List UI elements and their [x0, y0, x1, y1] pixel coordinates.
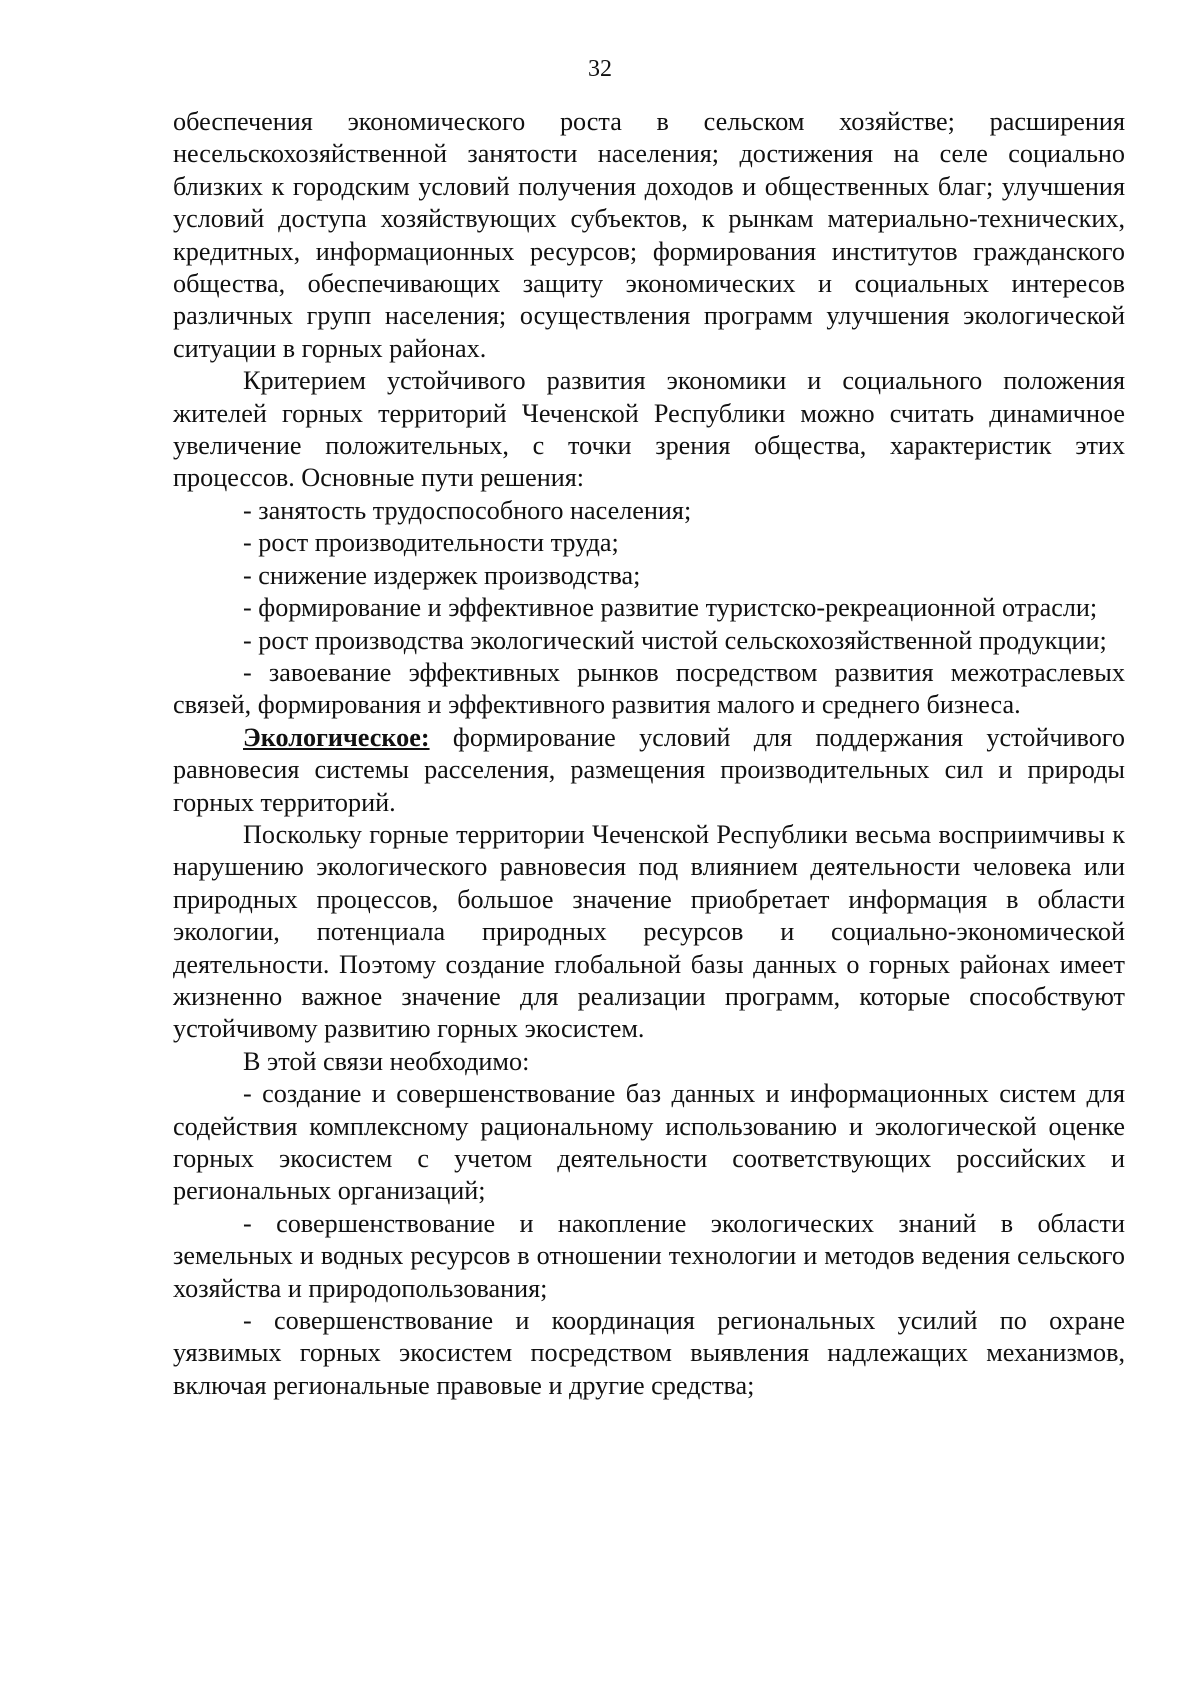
document-body: [173, 106, 1125, 1402]
list-item: - совершенствование и накопление экологических знаний в области земельных и водных ресурсов в отношении технологии и методов ведения сельского хозяйства и природопользования;: [173, 1208, 1125, 1303]
list-item: - создание и совершенствование баз данных и информационных систем для содействия комплексному рациональному использованию и экологической оценке горных экосистем с учетом деятельности соответствующих российских и региональных организаций;: [173, 1079, 1125, 1206]
paragraph: В этой связи необходимо:: [243, 1046, 530, 1076]
list-item: - снижение издержек производства;: [243, 560, 641, 590]
list-item: - занятость трудоспособного населения;: [243, 495, 692, 525]
page-number: 32: [588, 56, 612, 82]
list-item: - совершенствование и координация региональных усилий по охране уязвимых горных экосистем посредством выявления надлежащих механизмов, включая региональные правовые и другие средства;: [173, 1306, 1125, 1400]
paragraph: обеспечения экономического роста в сельском хозяйстве; расширения несельскохозяйственной занятости населения; достижения на селе социально близких к городским условий получения доходов и общественных благ; улучшения условий доступа хозяйствующих субъектов, к рынкам материально-технических, кредитных, информационных ресурсов; формирования институтов гражданского общества, обеспечивающих защиту экономических и социальных интересов различных групп населения; осуществления программ улучшения экологической ситуации в горных районах.: [173, 107, 1125, 363]
paragraph: Поскольку горные территории Чеченской Республики весьма восприимчивы к нарушению экологического равновесия под влиянием деятельности человека или природных процессов, большое значение приобретает информация в области экологии, потенциала природных ресурсов и социально-экономической деятельности. Поэтому создание глобальной базы данных о горных районах имеет жизненно важное значение для реализации программ, которые способствуют устойчивому развитию горных экосистем.: [173, 819, 1125, 1044]
list-item: - завоевание эффективных рынков посредством развития межотраслевых связей, формирования и эффективного развития малого и среднего бизнеса.: [173, 657, 1125, 720]
list-item: - формирование и эффективное развитие туристско-рекреационной отрасли;: [243, 593, 1098, 623]
list-item: - рост производительности труда;: [243, 528, 619, 558]
list-item: - рост производства экологический чистой сельскохозяйственной продукции;: [243, 625, 1107, 655]
paragraph-text: формирование условий для поддержания устойчивого равновесия системы расселения, размещения производительных сил и природы горных территорий.: [173, 722, 1125, 817]
paragraph: Критерием устойчивого развития экономики и социального положения жителей горных территорий Чеченской Республики можно считать динамичное увеличение положительных, с точки зрения общества, характеристик этих процессов. Основные пути решения:: [173, 366, 1125, 493]
section-heading: Экологическое:: [243, 722, 430, 752]
paragraph-ecological: [173, 722, 1125, 819]
